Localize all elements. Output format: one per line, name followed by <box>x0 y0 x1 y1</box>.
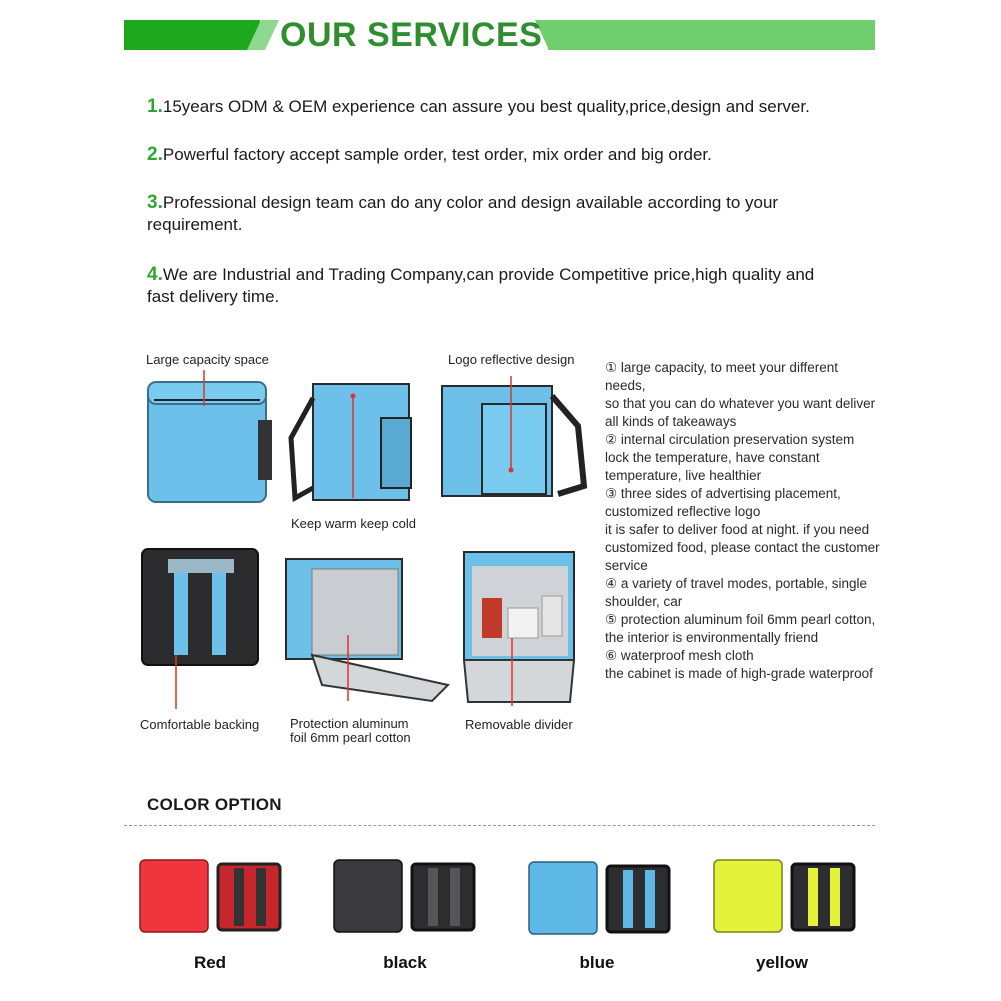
section-divider <box>124 825 875 826</box>
bag-open-foil-image <box>282 555 452 705</box>
bag-side-image <box>285 378 420 508</box>
bag-divider-image <box>458 548 580 708</box>
callout-logo-reflective: Logo reflective design <box>448 352 575 367</box>
feature-line: ① large capacity, to meet your different needs, <box>605 360 838 393</box>
service-number: 3. <box>147 192 163 213</box>
feature-line: ② internal circulation preservation system lock the temperature, have constant temperature, live healthier <box>605 432 855 483</box>
service-item-3 <box>147 192 837 236</box>
service-text: We are Industrial and Trading Company,can provide Competitive price,high quality and fast delivery time. <box>147 265 815 306</box>
banner-bar-left <box>124 20 260 50</box>
color-swatch-yellow <box>712 856 862 936</box>
banner-bar-right <box>548 20 875 50</box>
color-label-black: black <box>383 953 427 972</box>
callout-large-capacity: Large capacity space <box>146 352 269 367</box>
color-option-title: COLOR OPTION <box>147 795 282 814</box>
service-item-4 <box>147 264 837 308</box>
features-list <box>605 359 880 683</box>
color-label-yellow: yellow <box>756 953 808 972</box>
callout-comfortable: Comfortable backing <box>140 717 260 732</box>
service-text: 15years ODM & OEM experience can assure you best quality,price,design and server. <box>162 97 810 116</box>
color-swatch-red <box>138 856 288 936</box>
color-label-red: Red <box>193 953 227 972</box>
callout-protection-line1: Protection aluminum <box>290 716 409 731</box>
service-text: Professional design team can do any color and design available according to your requirement. <box>147 193 779 234</box>
color-swatch-blue <box>527 858 677 938</box>
service-item-2 <box>147 144 867 166</box>
feature-line: ③ three sides of advertising placement, customized reflective logo <box>605 486 841 519</box>
bag-back-image <box>138 545 263 710</box>
color-swatch-black <box>332 856 482 936</box>
callout-protection-line2: foil 6mm pearl cotton <box>290 730 411 745</box>
service-text: Powerful factory accept sample order, test order, mix order and big order. <box>162 145 712 164</box>
service-number: 2. <box>147 144 163 165</box>
feature-line: so that you can do whatever you want deliver all kinds of takeaways <box>605 396 876 429</box>
callout-keep-warm: Keep warm keep cold <box>291 516 417 531</box>
service-number: 1. <box>147 96 163 117</box>
banner-title: OUR SERVICES <box>280 16 543 54</box>
feature-line: it is safer to deliver food at night. if you need customized food, please contact the customer service <box>605 522 880 573</box>
color-label-blue: blue <box>579 953 615 972</box>
callout-protection <box>290 717 411 745</box>
feature-line: the cabinet is made of high-grade waterproof <box>605 666 873 681</box>
bag-front-image <box>140 370 275 510</box>
callout-removable: Removable divider <box>465 717 573 732</box>
feature-line: ⑥ waterproof mesh cloth <box>605 648 754 663</box>
service-number: 4. <box>147 264 163 285</box>
service-item-1 <box>147 96 867 118</box>
feature-line: ⑤ protection aluminum foil 6mm pearl cotton, the interior is environmentally friend <box>605 612 876 645</box>
services-banner <box>124 16 875 54</box>
feature-line: ④ a variety of travel modes, portable, single shoulder, car <box>605 576 867 609</box>
bag-logo-image <box>438 376 588 501</box>
